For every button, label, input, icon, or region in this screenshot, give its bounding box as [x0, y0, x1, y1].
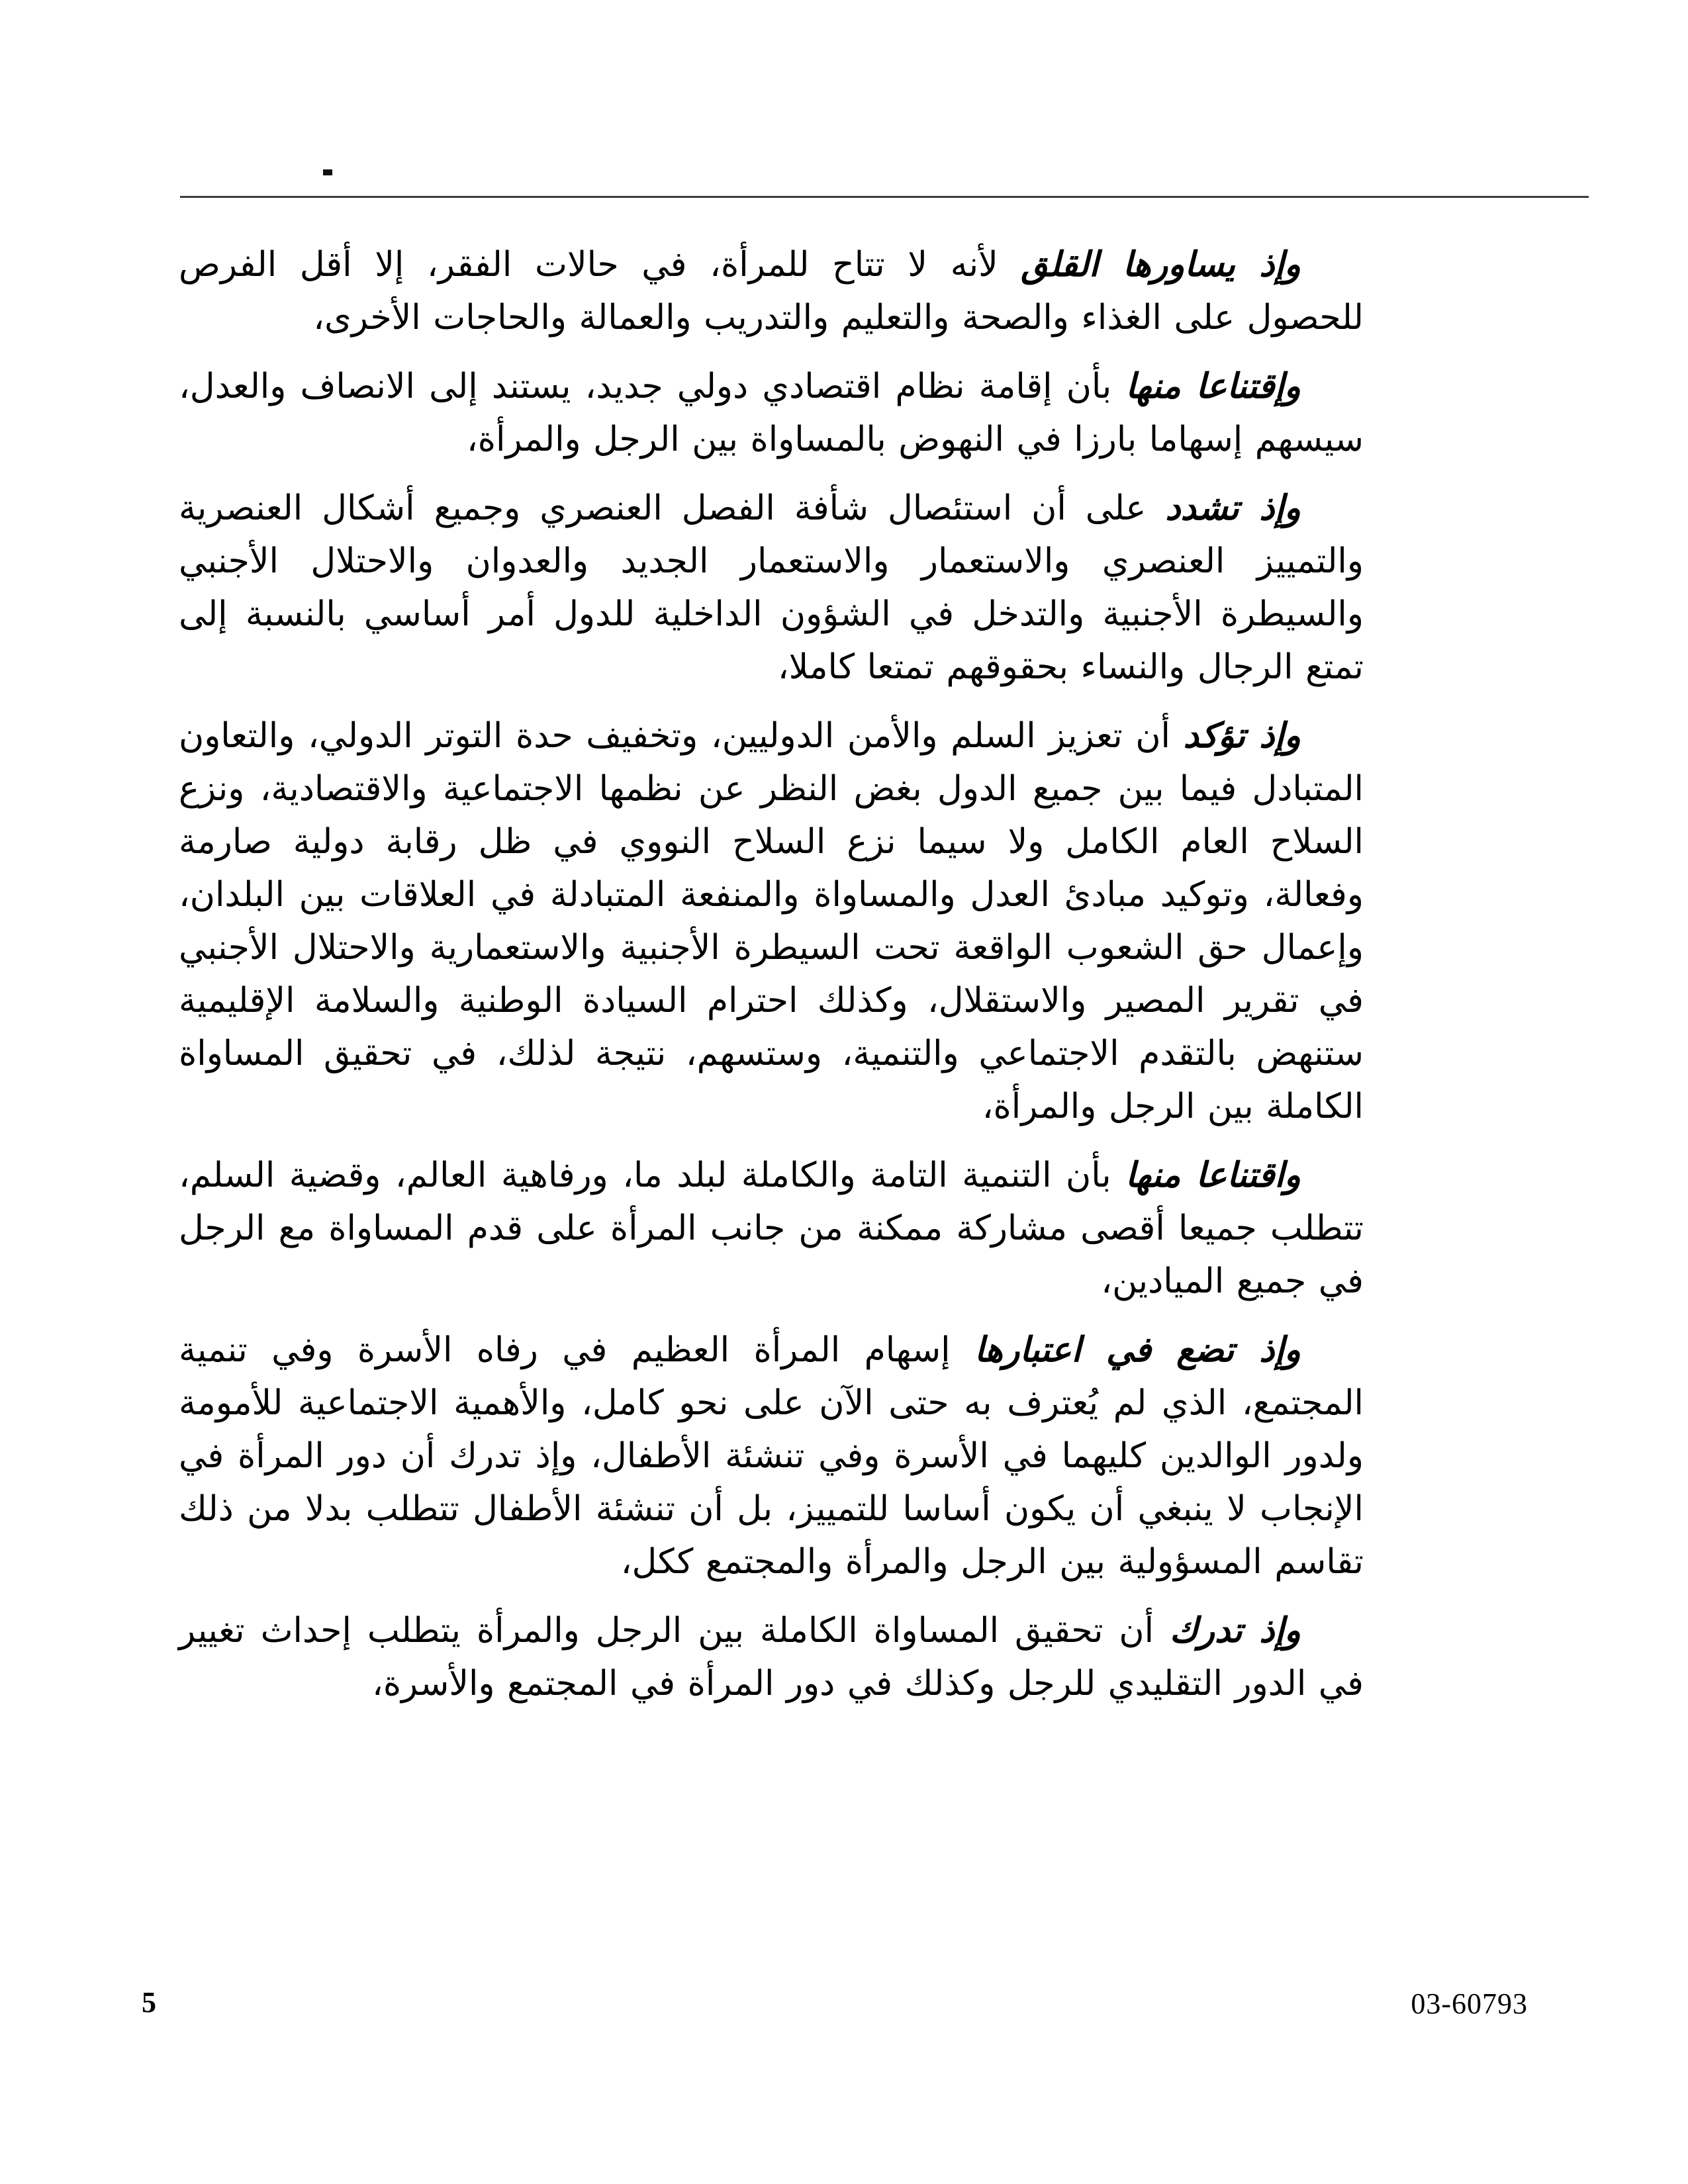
preamble-paragraph	[179, 1324, 1364, 1588]
footer-document-number: 03-60793	[1411, 1987, 1528, 2020]
paragraph-lead: وإذ تؤكد	[1183, 716, 1301, 756]
paragraph-body: بأن إقامة نظام اقتصادي دولي جديد، يستند إلى الانصاف والعدل، سيسهم إسهاما بارزا في النهوض بالمساواة بين الرجل والمرأة،	[179, 367, 1364, 459]
footer-page-number: 5	[142, 1986, 156, 2019]
paragraph-lead: واقتناعا منها	[1125, 1156, 1301, 1195]
preamble	[179, 238, 1364, 1726]
paragraph-lead: وإذ تضع في اعتبارها	[974, 1330, 1301, 1370]
top-dash-mark	[323, 169, 332, 175]
preamble-paragraph	[179, 709, 1364, 1133]
preamble-paragraph	[179, 1149, 1364, 1308]
paragraph-body: بأن التنمية التامة والكاملة لبلد ما، ورفاهية العالم، وقضية السلم، تتطلب جميعا أقصى مشاركة ممكنة من جانب المرأة على قدم المساواة مع الرجل في جميع الميادين،	[179, 1156, 1364, 1301]
paragraph-body: على أن استئصال شأفة الفصل العنصري وجميع أشكال العنصرية والتمييز العنصري والاستعمار والاستعمار الجديد والعدوان والاحتلال الأجنبي والسيطرة الأجنبية والتدخل في الشؤون الداخلية للدول أمر أساسي بالنسبة إلى تمتع الرجال والنساء بحقوقهم تمتعا كاملا،	[179, 488, 1364, 687]
paragraph-lead: وإقتناعا منها	[1125, 367, 1301, 406]
paragraph-lead: وإذ يساورها القلق	[1021, 245, 1301, 285]
paragraph-body: لأنه لا تتاح للمرأة، في حالات الفقر، إلا أقل الفرص للحصول على الغذاء والصحة والتعليم والتدريب والعمالة والحاجات الأخرى،	[179, 245, 1364, 338]
paragraph-lead: وإذ تدرك	[1170, 1611, 1301, 1651]
preamble-paragraph	[179, 482, 1364, 694]
preamble-paragraph	[179, 238, 1364, 344]
preamble-paragraph	[179, 1604, 1364, 1710]
preamble-paragraph	[179, 360, 1364, 466]
header-rule	[180, 196, 1589, 198]
paragraph-lead: وإذ تشدد	[1165, 488, 1301, 528]
paragraph-body: أن تحقيق المساواة الكاملة بين الرجل والمرأة يتطلب إحداث تغيير في الدور التقليدي للرجل وكذلك في دور المرأة في المجتمع والأسرة،	[179, 1611, 1364, 1704]
paragraph-body: إسهام المرأة العظيم في رفاه الأسرة وفي تنمية المجتمع، الذي لم يُعترف به حتى الآن على نحو كامل، والأهمية الاجتماعية للأمومة ولدور الوالدين كليهما في الأسرة وفي تنشئة الأطفال، وإذ تدرك أن دور المرأة في الإنجاب لا ينبغي أن يكون أساسا للتمييز، بل أن تنشئة الأطفال تتطلب بدلا من ذلك تقاسم المسؤولية بين الرجل والمرأة والمجتمع ككل،	[179, 1330, 1364, 1582]
paragraph-body: أن تعزيز السلم والأمن الدوليين، وتخفيف حدة التوتر الدولي، والتعاون المتبادل فيما بين جميع الدول بغض النظر عن نظمها الاجتماعية والاقتصادية، ونزع السلاح العام الكامل ولا سيما نزع السلاح النووي في ظل رقابة دولية صارمة وفعالة، وتوكيد مبادئ العدل والمساواة والمنفعة المتبادلة في العلاقات بين البلدان، وإعمال حق الشعوب الواقعة تحت السيطرة الأجنبية والاستعمارية والاحتلال الأجنبي في تقرير المصير والاستقلال، وكذلك احترام السيادة الوطنية والسلامة الإقليمية ستنهض بالتقدم الاجتماعي والتنمية، وستسهم، نتيجة لذلك، في تحقيق المساواة الكاملة بين الرجل والمرأة،	[179, 716, 1364, 1126]
